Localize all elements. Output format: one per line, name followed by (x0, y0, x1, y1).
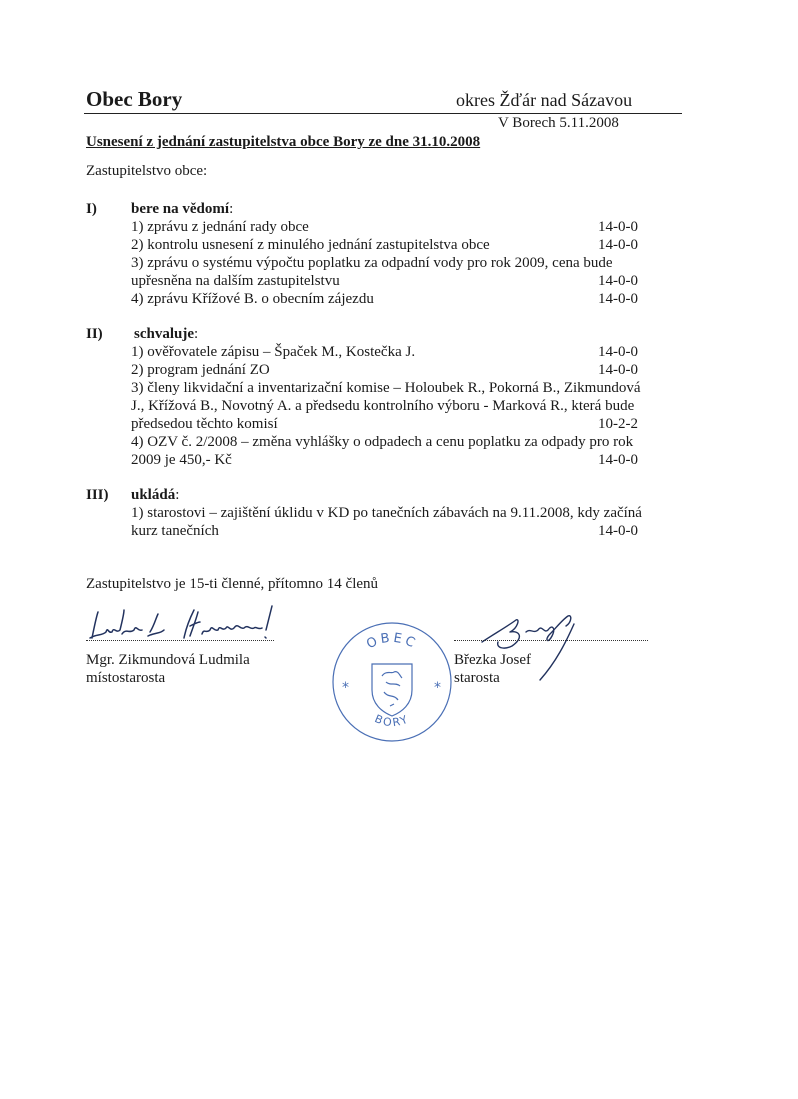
vote-result: 14-0-0 (598, 291, 638, 307)
resolution-item: 3) zprávu o systému výpočtu poplatku za odpadní vody pro rok 2009, cena bude (131, 255, 613, 271)
resolution-item: 1) ověřovatele zápisu – Špaček M., Kostečka J. (131, 344, 416, 360)
vote-result: 14-0-0 (598, 452, 638, 468)
vote-result: 14-0-0 (598, 344, 638, 360)
stamp-bottom-text: BORY (372, 712, 412, 730)
resolution-item: 2) program jednání ZO (131, 362, 270, 378)
intro-text: Zastupitelstvo obce: (86, 163, 208, 179)
resolution-item: 2) kontrolu usnesení z minulého jednání zastupitelstva obce (131, 237, 490, 253)
vote-result: 14-0-0 (598, 237, 638, 253)
vote-result: 10-2-2 (598, 416, 638, 432)
section-heading: bere na vědomí: (131, 201, 234, 217)
district-name: okres Žďár nad Sázavou (456, 90, 633, 110)
signature-line (86, 628, 274, 641)
header-divider (84, 113, 682, 114)
attendance-note: Zastupitelstvo je 15-ti členné, přítomno 14 členů (86, 576, 379, 592)
vote-result: 14-0-0 (598, 362, 638, 378)
section-heading: schvaluje: (134, 326, 199, 342)
signatory-role: starosta (454, 670, 500, 686)
document-title: Usnesení z jednání zastupitelstva obce Bory ze dne 31.10.2008 (86, 134, 481, 150)
vote-result: 14-0-0 (598, 219, 638, 235)
resolution-item: 1) starostovi – zajištění úklidu v KD po tanečních zábavách na 9.11.2008, kdy začíná (131, 505, 642, 521)
section-heading: ukládá: (131, 487, 180, 503)
resolution-item: 4) OZV č. 2/2008 – změna vyhlášky o odpadech a cenu poplatku za odpady pro rok (131, 434, 634, 450)
section-number: II) (86, 326, 103, 342)
signature-line (454, 636, 648, 641)
star-icon: * (342, 680, 349, 696)
section-number: I) (86, 201, 97, 217)
signatory-name: Březka Josef (454, 652, 532, 668)
resolution-item: 1) zprávu z jednání rady obce (131, 219, 309, 235)
resolution-item: 3) členy likvidační a inventarizační komise – Holoubek R., Pokorná B., Zikmundová (131, 380, 641, 396)
resolution-item: 4) zprávu Křížové B. o obecním zájezdu (131, 291, 374, 307)
vote-result: 14-0-0 (598, 523, 638, 539)
resolution-item-continued: upřesněna na dalším zastupitelstvu (131, 273, 340, 289)
stamp-top-text: OBEC (364, 630, 420, 653)
resolution-item-continued: kurz tanečních (131, 523, 219, 539)
section-number: III) (86, 487, 109, 503)
municipality-name: Obec Bory (86, 87, 183, 111)
resolution-item-continued: J., Křížová B., Novotný A. a předsedu kontrolního výboru - Marková R., která bude (131, 398, 635, 414)
official-stamp (330, 620, 454, 744)
signatory-name: Mgr. Zikmundová Ludmila (86, 652, 250, 668)
resolution-item-continued: předsedou těchto komisí (131, 416, 278, 432)
signatory-role: místostarosta (86, 670, 166, 686)
vote-result: 14-0-0 (598, 273, 638, 289)
place-date: V Borech 5.11.2008 (498, 115, 619, 131)
star-icon: * (434, 680, 441, 696)
resolution-item-continued: 2009 je 450,- Kč (131, 452, 232, 468)
